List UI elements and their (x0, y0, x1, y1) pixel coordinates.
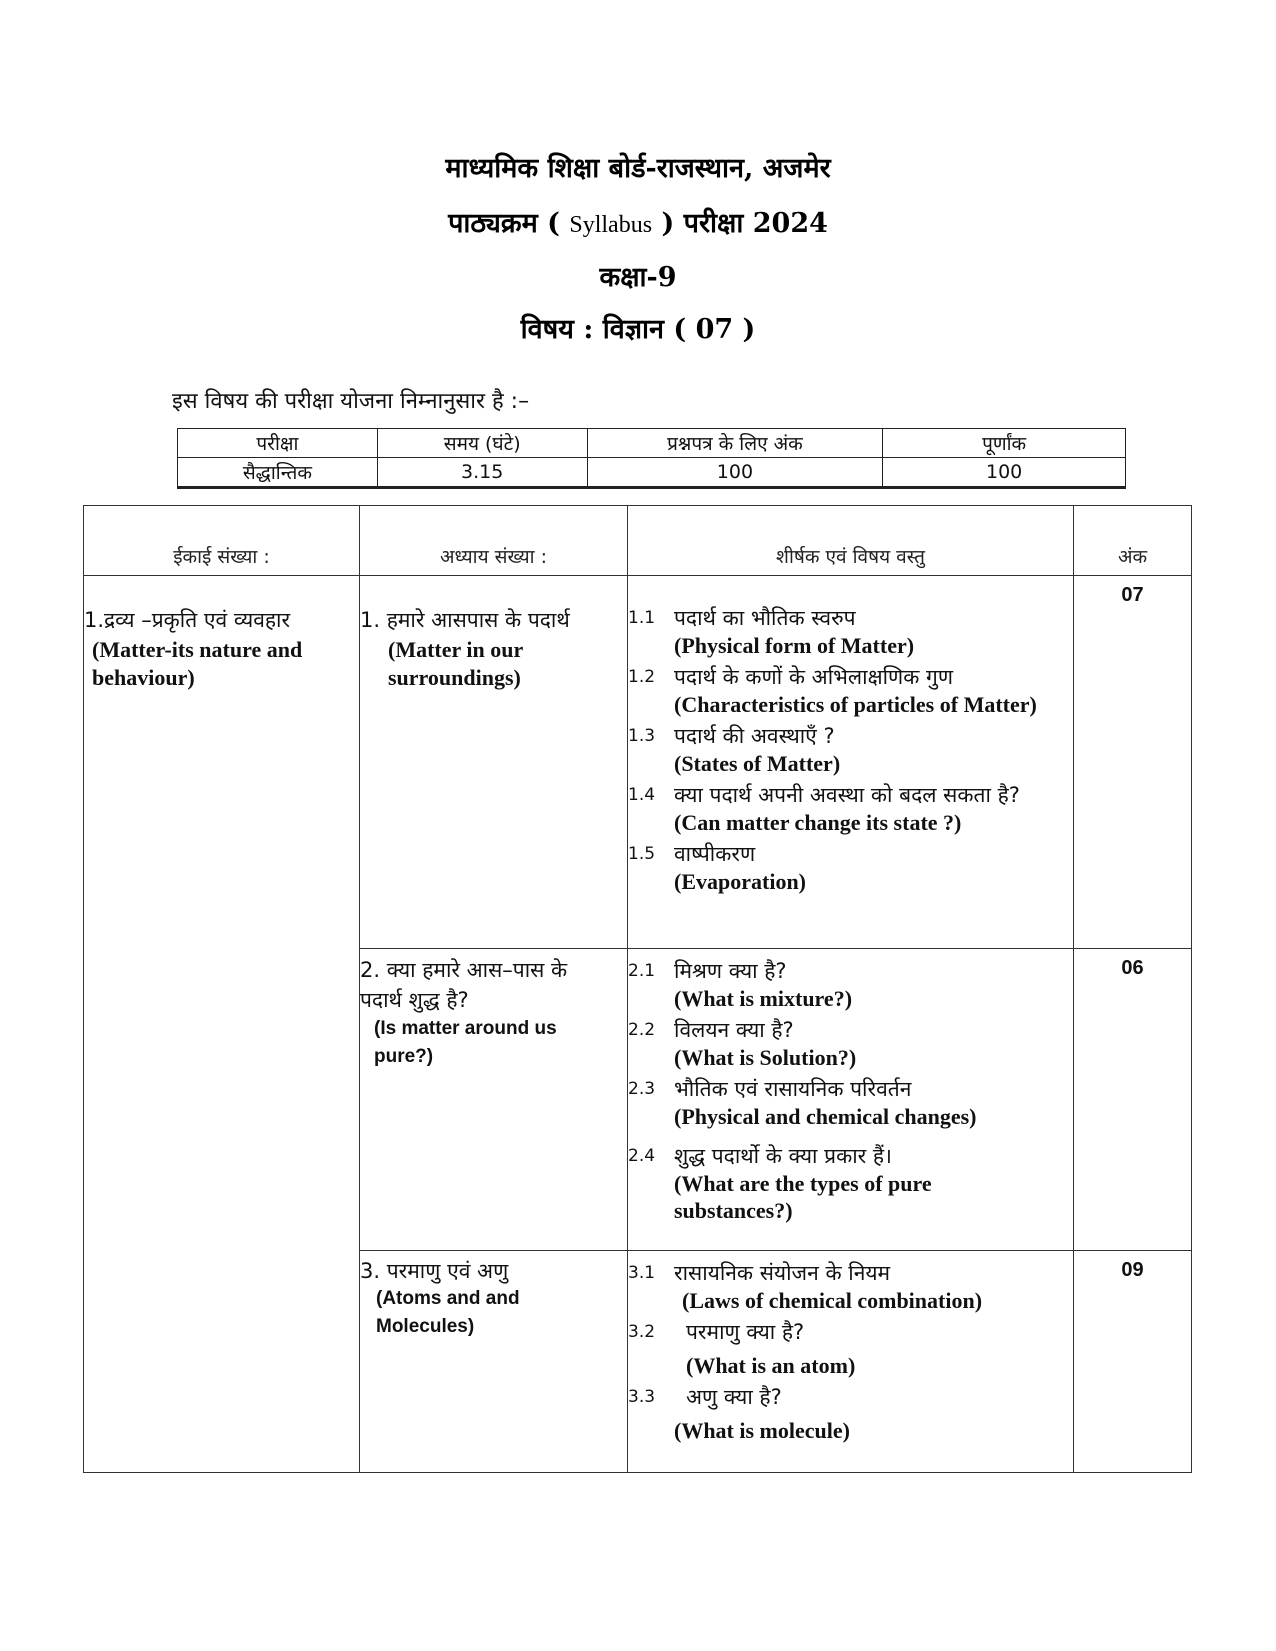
topic-number: 1.3 (628, 725, 656, 746)
header-chapter-no: अध्याय संख्या : (360, 506, 628, 576)
exam-scheme-header-row (178, 429, 1126, 458)
syllabus-title-post: ) परीक्षा 2024 (661, 208, 828, 239)
topic-title-hi: अणु क्या है? (686, 1385, 782, 1409)
topic-title-hi: मिश्रण क्या है? (674, 958, 787, 983)
topic-number: 2.4 (628, 1145, 656, 1166)
scheme-exam-type: सैद्धान्तिक (178, 458, 378, 488)
chapter-1-topics (628, 575, 1074, 948)
topic-title-en: (Physical and chemical changes) (674, 1103, 977, 1129)
topic-title-hi: पदार्थ की अवस्थाएँ ? (674, 723, 835, 748)
chapter-2-title-en: (Is matter around us pure?) (374, 1017, 557, 1067)
topic-number: 1.2 (628, 666, 656, 687)
board-title: माध्यमिक शिक्षा बोर्ड-राजस्थान, अजमेर (445, 153, 831, 184)
chapter-1-marks: 07 (1074, 575, 1192, 948)
topic-title-en: (States of Matter) (674, 750, 841, 776)
topic-title-hi: वाष्पीकरण (674, 841, 756, 866)
exam-scheme-row (178, 458, 1126, 488)
topic-title-hi: पदार्थ का भौतिक स्वरुप (674, 605, 856, 630)
header-topic-content: शीर्षक एवं विषय वस्तु (628, 506, 1074, 576)
exam-scheme-intro: इस विषय की परीक्षा योजना निम्नानुसार है :– (172, 389, 530, 414)
chapter-row-1 (84, 575, 1192, 948)
chapter-1-cell (360, 575, 628, 948)
scheme-total-value: 100 (883, 458, 1126, 488)
topic-number: 1.1 (628, 607, 656, 628)
chapter-1-title-en: (Matter in our surroundings) (388, 636, 523, 690)
chapter-2-title-hi: 2. क्या हमारे आस–पास के पदार्थ शुद्ध है? (360, 957, 568, 1012)
topic-1-2 (628, 663, 1073, 691)
topic-number: 1.5 (628, 843, 656, 864)
topic-title-hi: पदार्थ के कणों के अभिलाक्षणिक गुण (674, 664, 954, 689)
topic-title-en: (Laws of chemical combination) (682, 1288, 983, 1313)
topic-number: 2.3 (628, 1078, 656, 1099)
topic-2-3 (628, 1075, 1073, 1103)
topic-3-2 (628, 1318, 1073, 1346)
topic-3-3 (628, 1383, 1073, 1411)
syllabus-title-en: Syllabus (569, 212, 653, 238)
scheme-time-value: 3.15 (377, 458, 587, 488)
scheme-header-exam: परीक्षा (178, 429, 378, 458)
chapter-3-title-hi: 3. परमाणु एवं अणु (360, 1259, 509, 1283)
exam-scheme-table (177, 428, 1126, 489)
chapter-3-marks: 09 (1074, 1251, 1192, 1473)
chapter-1-title-hi: 1. हमारे आसपास के पदार्थ (360, 607, 570, 632)
chapter-2-topics (628, 948, 1074, 1250)
scheme-header-paper-marks: प्रश्नपत्र के लिए अंक (587, 429, 883, 458)
topic-title-en: (Characteristics of particles of Matter) (674, 691, 1037, 717)
topic-number: 1.4 (628, 784, 656, 805)
topic-2-4 (628, 1142, 1073, 1170)
scheme-paper-marks-value: 100 (587, 458, 883, 488)
topic-title-hi: क्या पदार्थ अपनी अवस्था को बदल सकता है? (674, 782, 1020, 807)
topic-title-hi: शुद्ध पदार्थो के क्या प्रकार हैं। (674, 1143, 893, 1168)
topic-title-en: (What are the types of pure substances?) (674, 1170, 932, 1223)
topic-1-5 (628, 840, 1073, 868)
topic-2-2 (628, 1016, 1073, 1044)
chapter-3-topics (628, 1251, 1074, 1473)
class-title: कक्षा-9 (599, 262, 677, 293)
syllabus-title-pre: पाठ्यक्रम ( (448, 208, 560, 239)
topic-title-hi: परमाणु क्या है? (686, 1320, 805, 1344)
topic-number: 3.2 (628, 1322, 656, 1342)
topic-number: 2.2 (628, 1019, 656, 1040)
unit-cell (84, 575, 360, 1472)
subject-title: विषय : विज्ञान ( 07 ) (520, 314, 756, 345)
unit-title-hi: 1.द्रव्य –प्रकृति एवं व्यवहार (84, 607, 291, 632)
syllabus-title (0, 203, 1276, 240)
topic-title-hi: विलयन क्या है? (674, 1017, 794, 1042)
chapter-2-marks: 06 (1074, 948, 1192, 1250)
unit-title-en: (Matter-its nature and behaviour) (92, 636, 303, 690)
syllabus-header-row (84, 506, 1192, 576)
topic-number: 3.1 (628, 1263, 656, 1283)
topic-title-en: (Can matter change its state ?) (674, 809, 962, 835)
syllabus-table (83, 505, 1192, 1473)
chapter-2-cell (360, 948, 628, 1250)
topic-title-hi: रासायनिक संयोजन के नियम (674, 1261, 891, 1285)
scheme-header-time: समय (घंटे) (377, 429, 587, 458)
chapter-3-cell (360, 1251, 628, 1473)
topic-2-1 (628, 957, 1073, 985)
topic-title-hi: भौतिक एवं रासायनिक परिवर्तन (674, 1076, 912, 1101)
scheme-header-total: पूर्णांक (883, 429, 1126, 458)
header-unit-no: ईकाई संख्या : (84, 506, 360, 576)
topic-title-en: (Evaporation) (674, 868, 806, 894)
topic-1-4 (628, 781, 1073, 809)
topic-title-en: (Physical form of Matter) (674, 632, 915, 658)
topic-title-en: (What is Solution?) (674, 1044, 857, 1070)
topic-1-3 (628, 722, 1073, 750)
topic-title-en: (What is an atom) (686, 1353, 856, 1378)
header-marks: अंक (1074, 506, 1192, 576)
topic-title-en: (What is molecule) (674, 1418, 850, 1443)
topic-title-en: (What is mixture?) (674, 985, 853, 1011)
chapter-3-title-en: (Atoms and and Molecules) (376, 1288, 520, 1337)
topic-1-1 (628, 604, 1073, 632)
topic-number: 2.1 (628, 960, 656, 981)
topic-3-1 (628, 1259, 1073, 1287)
topic-number: 3.3 (628, 1387, 656, 1407)
